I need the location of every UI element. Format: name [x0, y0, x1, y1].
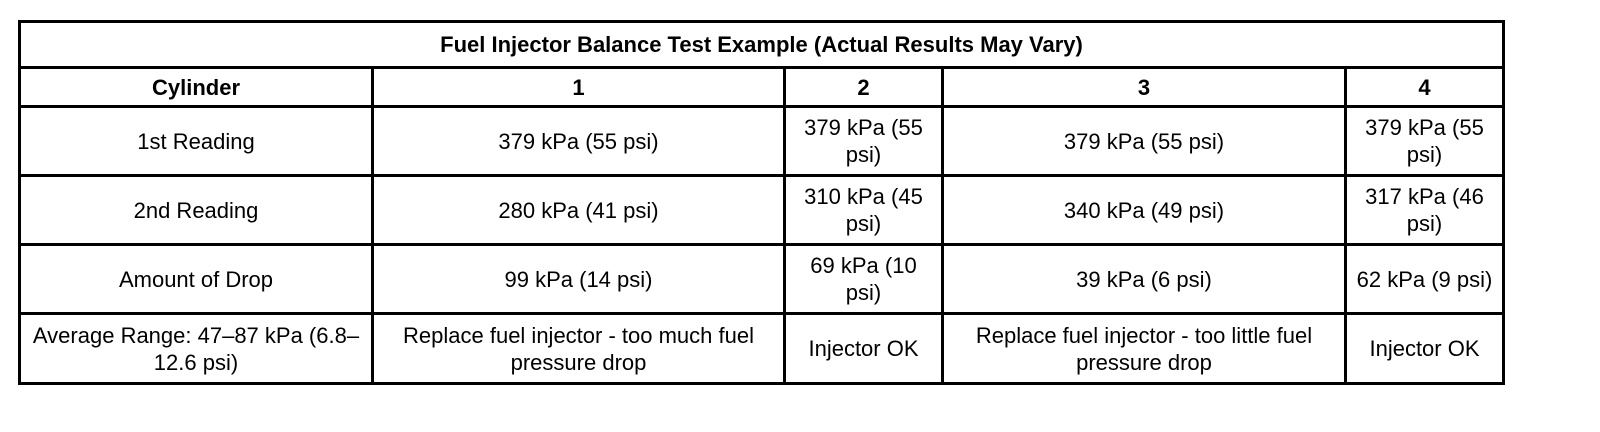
table-cell: 379 kPa (55 psi): [373, 107, 785, 176]
table-row-first-reading: [20, 107, 1504, 176]
table-cell: Injector OK: [785, 314, 943, 384]
row-label: 1st Reading: [20, 107, 373, 176]
header-cylinder-3: 3: [943, 68, 1346, 107]
table-cell: 62 kPa (9 psi): [1346, 245, 1504, 314]
table-row-second-reading: [20, 176, 1504, 245]
header-cylinder-4: 4: [1346, 68, 1504, 107]
table-cell: 379 kPa (55 psi): [1346, 107, 1504, 176]
row-label: Average Range: 47–87 kPa (6.8–12.6 psi): [20, 314, 373, 384]
table-cell: 317 kPa (46 psi): [1346, 176, 1504, 245]
header-cylinder-1: 1: [373, 68, 785, 107]
table-cell: 69 kPa (10 psi): [785, 245, 943, 314]
table-row-amount-of-drop: [20, 245, 1504, 314]
table-cell: Injector OK: [1346, 314, 1504, 384]
header-cylinder-2: 2: [785, 68, 943, 107]
table-row-average-range: [20, 314, 1504, 384]
table-cell: Replace fuel injector - too little fuel pressure drop: [943, 314, 1346, 384]
table-header-row: [20, 68, 1504, 107]
table-cell: 310 kPa (45 psi): [785, 176, 943, 245]
table-cell: 99 kPa (14 psi): [373, 245, 785, 314]
table-cell: Replace fuel injector - too much fuel pressure drop: [373, 314, 785, 384]
table-title: Fuel Injector Balance Test Example (Actual Results May Vary): [20, 22, 1504, 68]
row-label: Amount of Drop: [20, 245, 373, 314]
table-cell: 340 kPa (49 psi): [943, 176, 1346, 245]
table-cell: 39 kPa (6 psi): [943, 245, 1346, 314]
header-cylinder: Cylinder: [20, 68, 373, 107]
table-title-row: [20, 22, 1504, 68]
table-cell: 379 kPa (55 psi): [943, 107, 1346, 176]
table-cell: 379 kPa (55 psi): [785, 107, 943, 176]
row-label: 2nd Reading: [20, 176, 373, 245]
table-cell: 280 kPa (41 psi): [373, 176, 785, 245]
fuel-injector-balance-table: [18, 20, 1505, 385]
